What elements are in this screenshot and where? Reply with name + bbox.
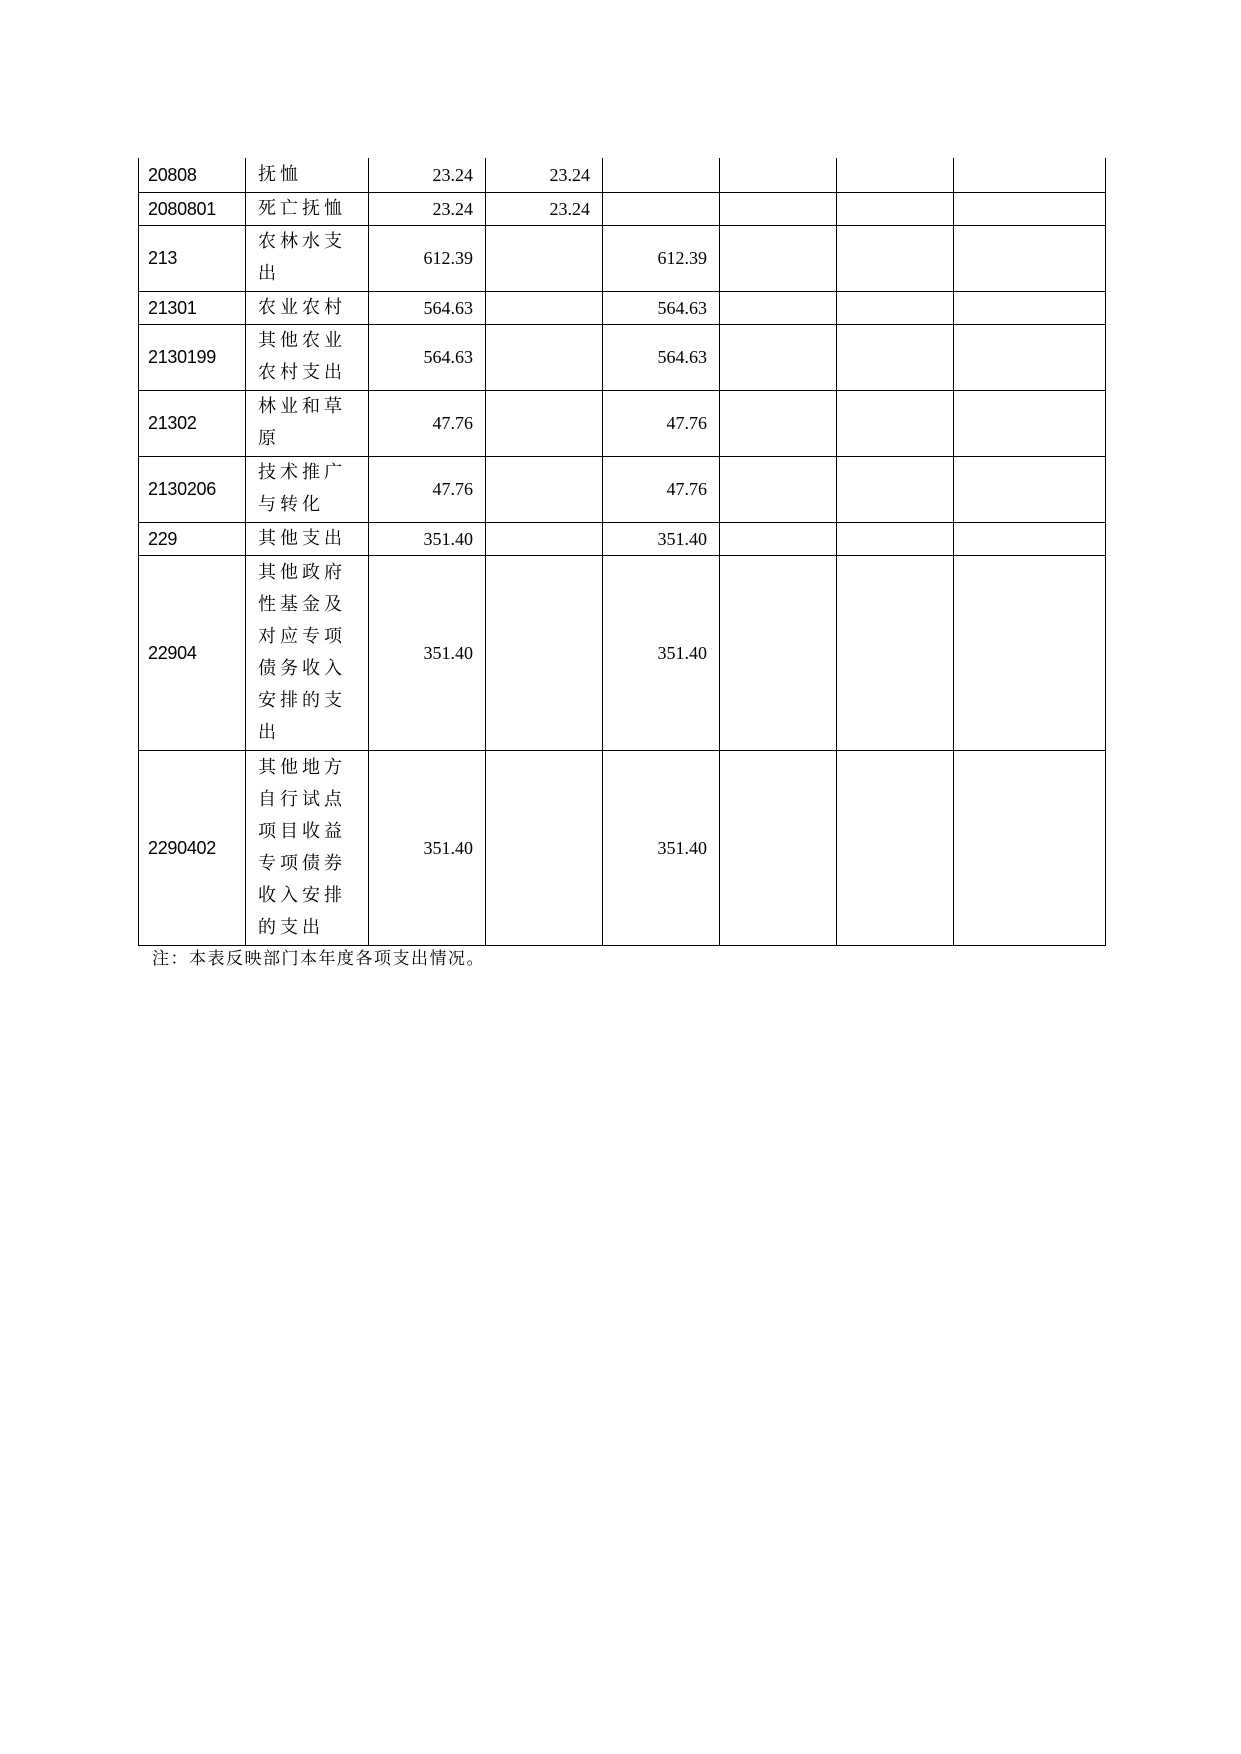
row-col7 bbox=[837, 158, 954, 192]
row-basic-expenditure: 23.24 bbox=[486, 192, 603, 225]
row-col7 bbox=[837, 324, 954, 390]
row-code: 2130206 bbox=[139, 456, 246, 522]
row-col6 bbox=[720, 225, 837, 291]
row-name: 技术推广与转化 bbox=[246, 456, 369, 522]
row-code: 2290402 bbox=[139, 750, 246, 945]
row-col6 bbox=[720, 158, 837, 192]
row-col7 bbox=[837, 225, 954, 291]
row-code: 2130199 bbox=[139, 324, 246, 390]
row-total: 612.39 bbox=[369, 225, 486, 291]
row-col8 bbox=[954, 390, 1106, 456]
row-col6 bbox=[720, 750, 837, 945]
table-footnote: 注：本表反映部门本年度各项支出情况。 bbox=[152, 949, 485, 969]
row-project-expenditure: 47.76 bbox=[603, 390, 720, 456]
row-project-expenditure: 351.40 bbox=[603, 555, 720, 750]
row-basic-expenditure bbox=[486, 522, 603, 555]
row-col7 bbox=[837, 390, 954, 456]
row-code: 22904 bbox=[139, 555, 246, 750]
row-code: 2080801 bbox=[139, 192, 246, 225]
row-basic-expenditure bbox=[486, 291, 603, 324]
row-total: 351.40 bbox=[369, 522, 486, 555]
row-code: 21302 bbox=[139, 390, 246, 456]
row-name: 其他农业农村支出 bbox=[246, 324, 369, 390]
row-col8 bbox=[954, 291, 1106, 324]
row-basic-expenditure: 23.24 bbox=[486, 158, 603, 192]
row-project-expenditure: 47.76 bbox=[603, 456, 720, 522]
table-row bbox=[139, 158, 1106, 192]
row-total: 23.24 bbox=[369, 158, 486, 192]
row-project-expenditure bbox=[603, 158, 720, 192]
row-name: 林业和草原 bbox=[246, 390, 369, 456]
table-row bbox=[139, 555, 1106, 750]
row-basic-expenditure bbox=[486, 456, 603, 522]
row-total: 23.24 bbox=[369, 192, 486, 225]
table-body bbox=[139, 158, 1106, 945]
table-row bbox=[139, 324, 1106, 390]
row-project-expenditure: 564.63 bbox=[603, 324, 720, 390]
row-col6 bbox=[720, 192, 837, 225]
row-name: 死亡抚恤 bbox=[246, 192, 369, 225]
row-col7 bbox=[837, 750, 954, 945]
row-col6 bbox=[720, 390, 837, 456]
row-basic-expenditure bbox=[486, 750, 603, 945]
row-project-expenditure: 351.40 bbox=[603, 522, 720, 555]
row-total: 564.63 bbox=[369, 291, 486, 324]
table-row bbox=[139, 390, 1106, 456]
row-total: 351.40 bbox=[369, 750, 486, 945]
row-col8 bbox=[954, 750, 1106, 945]
row-total: 351.40 bbox=[369, 555, 486, 750]
row-total: 47.76 bbox=[369, 390, 486, 456]
table-row bbox=[139, 456, 1106, 522]
expenditure-table bbox=[138, 158, 1106, 946]
row-col8 bbox=[954, 158, 1106, 192]
row-basic-expenditure bbox=[486, 390, 603, 456]
table-row bbox=[139, 291, 1106, 324]
row-basic-expenditure bbox=[486, 225, 603, 291]
row-total: 47.76 bbox=[369, 456, 486, 522]
row-project-expenditure: 351.40 bbox=[603, 750, 720, 945]
row-col8 bbox=[954, 555, 1106, 750]
row-name: 抚恤 bbox=[246, 158, 369, 192]
table-row bbox=[139, 225, 1106, 291]
row-col7 bbox=[837, 291, 954, 324]
row-col8 bbox=[954, 192, 1106, 225]
row-project-expenditure: 564.63 bbox=[603, 291, 720, 324]
row-code: 21301 bbox=[139, 291, 246, 324]
row-col7 bbox=[837, 522, 954, 555]
row-col8 bbox=[954, 324, 1106, 390]
row-col8 bbox=[954, 522, 1106, 555]
row-basic-expenditure bbox=[486, 324, 603, 390]
row-col6 bbox=[720, 555, 837, 750]
row-col7 bbox=[837, 555, 954, 750]
row-name: 其他地方自行试点项目收益专项债券收入安排的支出 bbox=[246, 750, 369, 945]
row-project-expenditure bbox=[603, 192, 720, 225]
row-code: 229 bbox=[139, 522, 246, 555]
row-col7 bbox=[837, 192, 954, 225]
row-basic-expenditure bbox=[486, 555, 603, 750]
row-name: 农林水支出 bbox=[246, 225, 369, 291]
table-row bbox=[139, 522, 1106, 555]
row-col6 bbox=[720, 324, 837, 390]
row-col8 bbox=[954, 225, 1106, 291]
row-code: 213 bbox=[139, 225, 246, 291]
row-col6 bbox=[720, 291, 837, 324]
row-col6 bbox=[720, 456, 837, 522]
row-col7 bbox=[837, 456, 954, 522]
row-name: 其他支出 bbox=[246, 522, 369, 555]
row-col6 bbox=[720, 522, 837, 555]
row-name: 农业农村 bbox=[246, 291, 369, 324]
table-row bbox=[139, 750, 1106, 945]
table-row bbox=[139, 192, 1106, 225]
row-total: 564.63 bbox=[369, 324, 486, 390]
row-name: 其他政府性基金及对应专项债务收入安排的支出 bbox=[246, 555, 369, 750]
row-code: 20808 bbox=[139, 158, 246, 192]
row-col8 bbox=[954, 456, 1106, 522]
row-project-expenditure: 612.39 bbox=[603, 225, 720, 291]
